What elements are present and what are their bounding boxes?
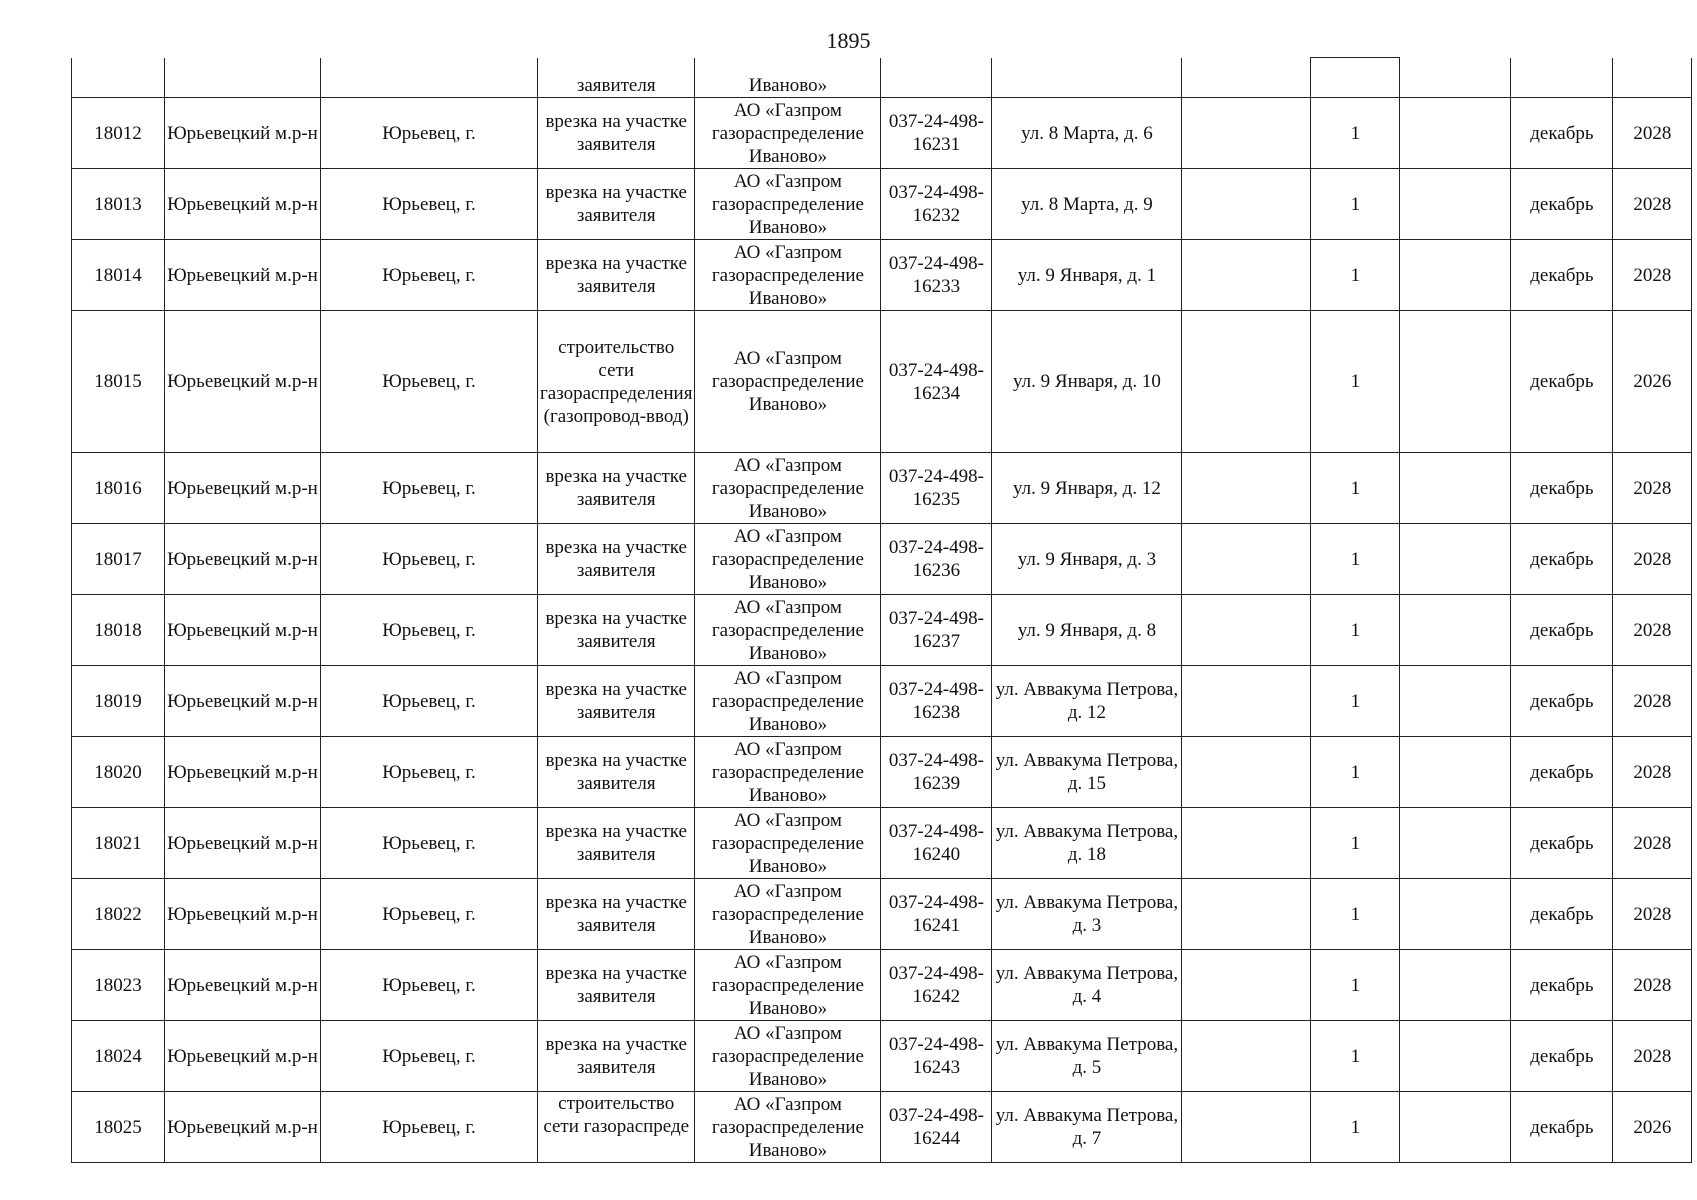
cell-code: 037-24-498-16236 (881, 524, 992, 595)
cell-year: 2028 (1613, 737, 1692, 808)
cell-district: Юрьевецкий м.р-н (165, 169, 321, 240)
table-row (72, 1092, 1692, 1163)
cell-work: строительство сети газораспреде (538, 1092, 695, 1163)
cell-blank (1400, 453, 1511, 524)
cell-year: 2028 (1613, 666, 1692, 737)
cell-year: 2028 (1613, 808, 1692, 879)
cell-month: декабрь (1511, 240, 1613, 311)
cell-district: Юрьевецкий м.р-н (165, 98, 321, 169)
cell-extra (1182, 595, 1311, 666)
cell-extra (1182, 453, 1311, 524)
cell-id: 18013 (72, 169, 165, 240)
cell-org: АО «Газпром газораспределение Иваново» (695, 1021, 881, 1092)
cell-work: врезка на участке заявителя (538, 595, 695, 666)
cell-qty: 1 (1311, 950, 1400, 1021)
cell-year: 2028 (1613, 98, 1692, 169)
cell-id: 18014 (72, 240, 165, 311)
cell-org: АО «Газпром газораспределение Иваново» (695, 879, 881, 950)
cell-code: 037-24-498-16235 (881, 453, 992, 524)
cell-address: ул. Аввакума Петрова, д. 5 (992, 1021, 1182, 1092)
cell-month: декабрь (1511, 595, 1613, 666)
cell-qty: 1 (1311, 808, 1400, 879)
cell-extra (1182, 524, 1311, 595)
cell-blank (1400, 98, 1511, 169)
cell-qty: 1 (1311, 240, 1400, 311)
cell-district: Юрьевецкий м.р-н (165, 1092, 321, 1163)
cell-month: декабрь (1511, 98, 1613, 169)
cell-extra (1182, 808, 1311, 879)
cell-extra (1182, 737, 1311, 808)
cell-month: декабрь (1511, 1092, 1613, 1163)
cell-month: декабрь (1511, 950, 1613, 1021)
cell-blank (1400, 58, 1511, 98)
table-body (72, 58, 1692, 1163)
cell-address: ул. Аввакума Петрова, д. 15 (992, 737, 1182, 808)
table-row (72, 950, 1692, 1021)
cell-code: 037-24-498-16233 (881, 240, 992, 311)
cell-code: 037-24-498-16234 (881, 311, 992, 453)
cell-address: ул. 8 Марта, д. 6 (992, 98, 1182, 169)
cell-id: 18012 (72, 98, 165, 169)
cell-address: ул. 8 Марта, д. 9 (992, 169, 1182, 240)
cell-address: ул. Аввакума Петрова, д. 4 (992, 950, 1182, 1021)
cell-district (165, 58, 321, 98)
cell-code: 037-24-498-16238 (881, 666, 992, 737)
cell-qty: 1 (1311, 169, 1400, 240)
cell-blank (1400, 595, 1511, 666)
cell-address: ул. Аввакума Петрова, д. 12 (992, 666, 1182, 737)
table-row (72, 453, 1692, 524)
cell-address: ул. 9 Января, д. 12 (992, 453, 1182, 524)
cell-blank (1400, 311, 1511, 453)
cell-id: 18023 (72, 950, 165, 1021)
cell-blank (1400, 240, 1511, 311)
cell-blank (1400, 1092, 1511, 1163)
cell-city: Юрьевец, г. (321, 1021, 538, 1092)
cell-month: декабрь (1511, 737, 1613, 808)
table-row (72, 737, 1692, 808)
cell-address: ул. Аввакума Петрова, д. 3 (992, 879, 1182, 950)
cell-year: 2028 (1613, 169, 1692, 240)
cell-address: ул. 9 Января, д. 10 (992, 311, 1182, 453)
cell-id: 18016 (72, 453, 165, 524)
cell-id: 18017 (72, 524, 165, 595)
cell-city (321, 58, 538, 98)
cell-year: 2028 (1613, 595, 1692, 666)
cell-district: Юрьевецкий м.р-н (165, 240, 321, 311)
cell-city: Юрьевец, г. (321, 1092, 538, 1163)
table-row (72, 1021, 1692, 1092)
cell-district: Юрьевецкий м.р-н (165, 666, 321, 737)
page-number: 1895 (826, 28, 871, 53)
cell-year: 2028 (1613, 240, 1692, 311)
cell-extra (1182, 98, 1311, 169)
table-row (72, 98, 1692, 169)
cell-extra (1182, 950, 1311, 1021)
cell-org: АО «Газпром газораспределение Иваново» (695, 98, 881, 169)
cell-extra (1182, 666, 1311, 737)
table-row-partial (72, 58, 1692, 98)
cell-org: АО «Газпром газораспределение Иваново» (695, 737, 881, 808)
cell-id (72, 58, 165, 98)
cell-id: 18018 (72, 595, 165, 666)
cell-org: АО «Газпром газораспределение Иваново» (695, 240, 881, 311)
cell-qty: 1 (1311, 453, 1400, 524)
cell-month: декабрь (1511, 879, 1613, 950)
cell-district: Юрьевецкий м.р-н (165, 311, 321, 453)
cell-city: Юрьевец, г. (321, 950, 538, 1021)
cell-year (1613, 58, 1692, 98)
cell-month: декабрь (1511, 311, 1613, 453)
cell-work: врезка на участке заявителя (538, 879, 695, 950)
cell-work: врезка на участке заявителя (538, 737, 695, 808)
cell-city: Юрьевец, г. (321, 453, 538, 524)
cell-city: Юрьевец, г. (321, 808, 538, 879)
cell-id: 18015 (72, 311, 165, 453)
cell-blank (1400, 666, 1511, 737)
cell-work: строительство сети газораспределения (газопровод-ввод) (538, 311, 695, 453)
cell-work: врезка на участке заявителя (538, 98, 695, 169)
registry-table (71, 57, 1692, 1163)
cell-code: 037-24-498-16241 (881, 879, 992, 950)
cell-district: Юрьевецкий м.р-н (165, 808, 321, 879)
table-row (72, 879, 1692, 950)
cell-code: 037-24-498-16237 (881, 595, 992, 666)
cell-year: 2026 (1613, 1092, 1692, 1163)
cell-id: 18024 (72, 1021, 165, 1092)
cell-qty: 1 (1311, 595, 1400, 666)
cell-city: Юрьевец, г. (321, 311, 538, 453)
cell-district: Юрьевецкий м.р-н (165, 950, 321, 1021)
cell-district: Юрьевецкий м.р-н (165, 1021, 321, 1092)
cell-year: 2028 (1613, 1021, 1692, 1092)
cell-address: ул. 9 Января, д. 1 (992, 240, 1182, 311)
cell-id: 18025 (72, 1092, 165, 1163)
cell-org: АО «Газпром газораспределение Иваново» (695, 950, 881, 1021)
cell-year: 2028 (1613, 524, 1692, 595)
cell-qty: 1 (1311, 1092, 1400, 1163)
cell-city: Юрьевец, г. (321, 169, 538, 240)
cell-blank (1400, 808, 1511, 879)
cell-qty: 1 (1311, 737, 1400, 808)
table-row (72, 169, 1692, 240)
cell-extra (1182, 58, 1311, 98)
cell-month (1511, 58, 1613, 98)
cell-qty: 1 (1311, 524, 1400, 595)
cell-code: 037-24-498-16239 (881, 737, 992, 808)
cell-org: АО «Газпром газораспределение Иваново» (695, 1092, 881, 1163)
cell-extra (1182, 311, 1311, 453)
cell-extra (1182, 240, 1311, 311)
cell-month: декабрь (1511, 524, 1613, 595)
cell-org: АО «Газпром газораспределение Иваново» (695, 595, 881, 666)
cell-blank (1400, 879, 1511, 950)
cell-org: АО «Газпром газораспределение Иваново» (695, 169, 881, 240)
cell-code (881, 58, 992, 98)
cell-qty: 1 (1311, 1021, 1400, 1092)
cell-qty (1311, 58, 1400, 98)
cell-city: Юрьевец, г. (321, 595, 538, 666)
cell-district: Юрьевецкий м.р-н (165, 737, 321, 808)
cell-year: 2028 (1613, 453, 1692, 524)
cell-work: врезка на участке заявителя (538, 1021, 695, 1092)
cell-org: АО «Газпром газораспределение Иваново» (695, 524, 881, 595)
cell-work: врезка на участке заявителя (538, 240, 695, 311)
cell-district: Юрьевецкий м.р-н (165, 453, 321, 524)
cell-blank (1400, 1021, 1511, 1092)
cell-qty: 1 (1311, 98, 1400, 169)
cell-work: врезка на участке заявителя (538, 524, 695, 595)
cell-work: врезка на участке заявителя (538, 453, 695, 524)
table-row (72, 311, 1692, 453)
cell-work: врезка на участке заявителя (538, 169, 695, 240)
cell-address (992, 58, 1182, 98)
cell-extra (1182, 1092, 1311, 1163)
cell-code: 037-24-498-16243 (881, 1021, 992, 1092)
table-row (72, 524, 1692, 595)
cell-month: декабрь (1511, 808, 1613, 879)
table-row (72, 240, 1692, 311)
cell-blank (1400, 169, 1511, 240)
cell-address: ул. 9 Января, д. 8 (992, 595, 1182, 666)
cell-org: АО «Газпром газораспределение Иваново» (695, 311, 881, 453)
cell-work: врезка на участке заявителя (538, 950, 695, 1021)
cell-city: Юрьевец, г. (321, 737, 538, 808)
cell-district: Юрьевецкий м.р-н (165, 879, 321, 950)
cell-year: 2028 (1613, 950, 1692, 1021)
cell-address: ул. Аввакума Петрова, д. 18 (992, 808, 1182, 879)
cell-blank (1400, 950, 1511, 1021)
cell-month: декабрь (1511, 1021, 1613, 1092)
cell-city: Юрьевец, г. (321, 524, 538, 595)
cell-year: 2026 (1613, 311, 1692, 453)
cell-blank (1400, 737, 1511, 808)
cell-id: 18020 (72, 737, 165, 808)
cell-city: Юрьевец, г. (321, 879, 538, 950)
cell-code: 037-24-498-16232 (881, 169, 992, 240)
cell-month: декабрь (1511, 169, 1613, 240)
cell-org: АО «Газпром газораспределение Иваново» (695, 808, 881, 879)
cell-city: Юрьевец, г. (321, 98, 538, 169)
cell-district: Юрьевецкий м.р-н (165, 595, 321, 666)
cell-qty: 1 (1311, 311, 1400, 453)
cell-code: 037-24-498-16240 (881, 808, 992, 879)
cell-work: врезка на участке заявителя (538, 808, 695, 879)
cell-code: 037-24-498-16242 (881, 950, 992, 1021)
cell-org: АО «Газпром газораспределение Иваново» (695, 666, 881, 737)
cell-org: Иваново» (695, 58, 881, 98)
table-row (72, 808, 1692, 879)
table-row (72, 595, 1692, 666)
cell-qty: 1 (1311, 879, 1400, 950)
cell-month: декабрь (1511, 453, 1613, 524)
cell-id: 18019 (72, 666, 165, 737)
cell-district: Юрьевецкий м.р-н (165, 524, 321, 595)
cell-year: 2028 (1613, 879, 1692, 950)
cell-extra (1182, 879, 1311, 950)
cell-code: 037-24-498-16231 (881, 98, 992, 169)
cell-work: врезка на участке заявителя (538, 666, 695, 737)
cell-address: ул. Аввакума Петрова, д. 7 (992, 1092, 1182, 1163)
table-row (72, 666, 1692, 737)
cell-city: Юрьевец, г. (321, 666, 538, 737)
cell-month: декабрь (1511, 666, 1613, 737)
cell-city: Юрьевец, г. (321, 240, 538, 311)
cell-work: заявителя (538, 58, 695, 98)
cell-id: 18021 (72, 808, 165, 879)
cell-id: 18022 (72, 879, 165, 950)
cell-address: ул. 9 Января, д. 3 (992, 524, 1182, 595)
cell-blank (1400, 524, 1511, 595)
cell-extra (1182, 1021, 1311, 1092)
cell-qty: 1 (1311, 666, 1400, 737)
cell-org: АО «Газпром газораспределение Иваново» (695, 453, 881, 524)
cell-code: 037-24-498-16244 (881, 1092, 992, 1163)
cell-extra (1182, 169, 1311, 240)
